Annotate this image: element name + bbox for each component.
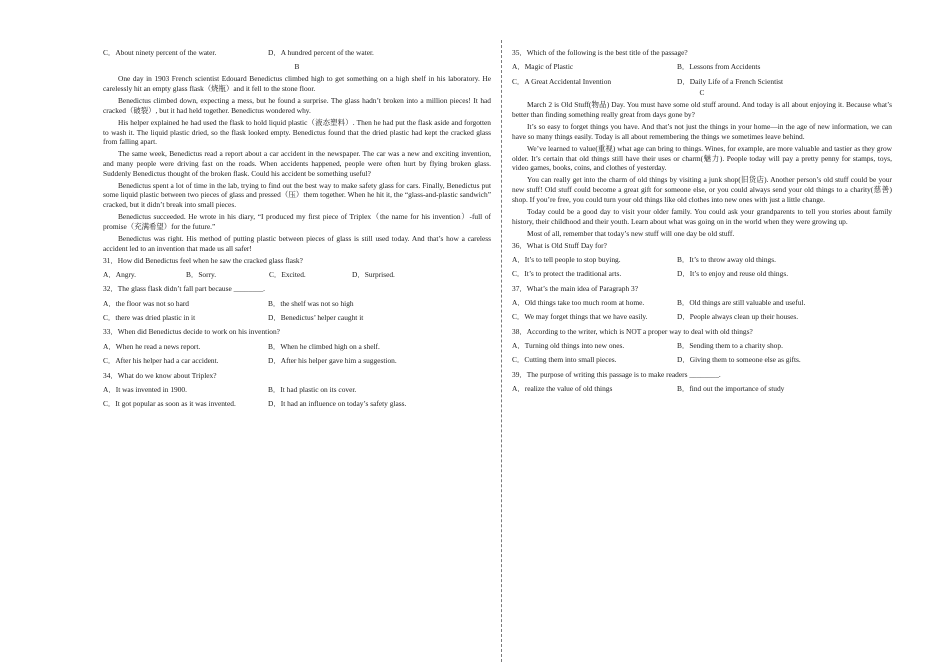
paragraph: Benedictus was right. His method of putting plastic between pieces of glass is still used today. And that’s how a careless accident led to an invention that made us all safer!	[103, 233, 491, 253]
question-34-options	[103, 399, 491, 409]
option: B．Lessons from Accidents	[677, 62, 761, 72]
option: A．realize the value of old things	[512, 384, 613, 394]
option: A．Old things take too much room at home.	[512, 297, 645, 307]
passage-c-heading: C	[699, 88, 705, 98]
question-37-stem: 37．What’s the main idea of Paragraph 3?	[512, 283, 639, 293]
paragraph: Benedictus succeeded. He wrote in his diary, “I produced my first piece of Triplex（the name for his invention）-full of promise（充满希望）for the future.”	[103, 212, 491, 231]
option: A．When he read a news report.	[103, 341, 201, 351]
paragraph: One day in 1903 French scientist Edouard Benedictus climbed high to get something on a high shelf in his laboratory. He carelessly hit an empty glass flask（烧瓶）and it fell to the stone floor.	[103, 74, 491, 94]
option: C．We may forget things that we have easily.	[512, 312, 648, 322]
question-33-options	[103, 342, 491, 352]
left-column	[103, 48, 491, 414]
option: B．the shelf was not so high	[268, 298, 354, 308]
passage-b-heading: B	[294, 62, 300, 72]
question-37-options	[512, 312, 892, 322]
option: C．there was dried plastic in it	[103, 313, 196, 323]
option: C．It’s to protect the traditional arts.	[512, 269, 622, 279]
question-31-options	[103, 270, 491, 280]
paragraph: The same week, Benedictus read a report about a car accident in the newspaper. The car was a new and exciting invention, and many people were driving fast on the roads. When accidents happened, people were often hurt by flying broken glass. Suddenly Benedictus thought of the broken flask. Could his accident be something useful?	[103, 149, 491, 178]
option: D．Surprised.	[352, 270, 395, 279]
question-38-options	[512, 341, 892, 351]
option: D．After his helper gave him a suggestion.	[268, 356, 397, 366]
option: A．Magic of Plastic	[512, 62, 574, 72]
question-37-options	[512, 298, 892, 308]
question-39-options	[512, 384, 892, 394]
question-39-stem: 39．The purpose of writing this passage is to make readers ________.	[512, 369, 721, 379]
option: C．A Great Accidental Invention	[512, 76, 612, 86]
question-34-stem: 34．What do we know about Triplex?	[103, 370, 217, 380]
option: C．About ninety percent of the water.	[103, 48, 217, 57]
question-32-options	[103, 299, 491, 309]
question-35-options	[512, 62, 892, 72]
question-32-options	[103, 313, 491, 323]
question-35-options	[512, 77, 892, 87]
option: D．A hundred percent of the water.	[268, 48, 374, 57]
option: D．Benedictus’ helper caught it	[268, 313, 364, 323]
paragraph: His helper explained he had used the flask to hold liquid plastic（液态塑料）. Then he had put the flask aside and forgotten to wash it. The liquid plastic dried, so the flask looked empty. Benedictus found that the dried plastic had kept the cracked glass from falling apart.	[103, 117, 491, 147]
option: B．find out the importance of study	[677, 384, 785, 394]
option: B．Sending them to a charity shop.	[677, 341, 783, 351]
option: B．It’s to throw away old things.	[677, 254, 776, 264]
option: A．the floor was not so hard	[103, 298, 190, 308]
question-36-options	[512, 255, 892, 265]
option: A．It’s to tell people to stop buying.	[512, 254, 621, 264]
question-35-stem: 35．Which of the following is the best title of the passage?	[512, 48, 688, 57]
question-38-stem: 38．According to the writer, which is NOT a proper way to deal with old things?	[512, 326, 753, 336]
q30-options	[103, 48, 491, 58]
paragraph: Benedictus spent a lot of time in the lab, trying to find out the best way to make safety glass for cars. Finally, Benedictus put some liquid plastic between two pieces of glass and pressed（压）them together. When he hit it, the “glass-and-plastic sandwich” cracked, but it didn’t break into small pieces.	[103, 180, 491, 210]
right-column	[512, 48, 892, 398]
option: B．Old things are still valuable and useful.	[677, 297, 806, 307]
option: A．Angry.	[103, 270, 136, 279]
paragraph: It’s so easy to forget things you have. And that’s not just the things in your home—in the age of new information, we can have so many things easily. Today is all about remembering the things we sometimes leave behind.	[512, 122, 892, 141]
question-33-options	[103, 356, 491, 366]
question-33-stem: 33．When did Benedictus decide to work on his invention?	[103, 327, 280, 337]
paragraph: March 2 is Old Stuff(物品) Day. You must have some old stuff around. And today is all about enjoying it. Because what’s better than finding something really great from days gone by?	[512, 100, 892, 120]
option: B．When he climbed high on a shelf.	[268, 341, 380, 351]
option: B．Sorry.	[186, 270, 217, 279]
option: A．Turning old things into new ones.	[512, 341, 625, 351]
question-32-stem: 32．The glass flask didn’t fall part because ________.	[103, 284, 266, 294]
option: D．Giving them to someone else as gifts.	[677, 355, 801, 365]
paragraph: We’ve learned to value(重视) what age can bring to things. Wines, for example, are more valuable and tastier as they grow older. It’s certain that old things still have their uses or charm(魅力). People today will pay a pretty penny for stamps, toys, video games, books, coins, and clothes of yesterday.	[512, 143, 892, 173]
option: D．Daily Life of a French Scientist	[677, 76, 784, 86]
column-divider	[501, 40, 502, 662]
option: D．People always clean up their houses.	[677, 312, 799, 322]
question-38-options	[512, 355, 892, 365]
paragraph: Most of all, remember that today’s new stuff will one day be old stuff.	[527, 228, 735, 238]
option: C．It got popular as soon as it was invented.	[103, 399, 236, 409]
option: D．It’s to enjoy and reuse old things.	[677, 269, 789, 279]
option: B．It had plastic on its cover.	[268, 384, 357, 394]
option: D．It had an influence on today’s safety glass.	[268, 399, 407, 409]
question-31-stem: 31．How did Benedictus feel when he saw the cracked glass flask?	[103, 255, 303, 265]
paragraph: You can really get into the charm of old things by visiting a junk shop(旧货店). Another person’s old stuff could be your new stuff! Old stuff could become a great gift for someone else, or you could always send your old things to a charity(慈善) shop. If you’re free, you could turn your old things like old clothes into new ones with just a little change.	[512, 175, 892, 204]
option: C．Excited.	[269, 270, 306, 279]
option: A．It was invented in 1900.	[103, 384, 187, 394]
paragraph: Benedictus climbed down, expecting a mess, but he found a surprise. The glass hadn’t broken into a million pieces! It had cracked（破裂）, but it had held together. Benedictus wondered why.	[103, 96, 491, 115]
option: C．After his helper had a car accident.	[103, 356, 219, 366]
question-36-options	[512, 269, 892, 279]
question-36-stem: 36．What is Old Stuff Day for?	[512, 240, 607, 250]
question-34-options	[103, 385, 491, 395]
paragraph: Today could be a good day to visit your older family. You could ask your grandparents to tell you stories about family history, their childhood and their youth. Learn about what was going on in the world when they were growing up.	[512, 206, 892, 226]
option: C．Cutting them into small pieces.	[512, 355, 617, 365]
